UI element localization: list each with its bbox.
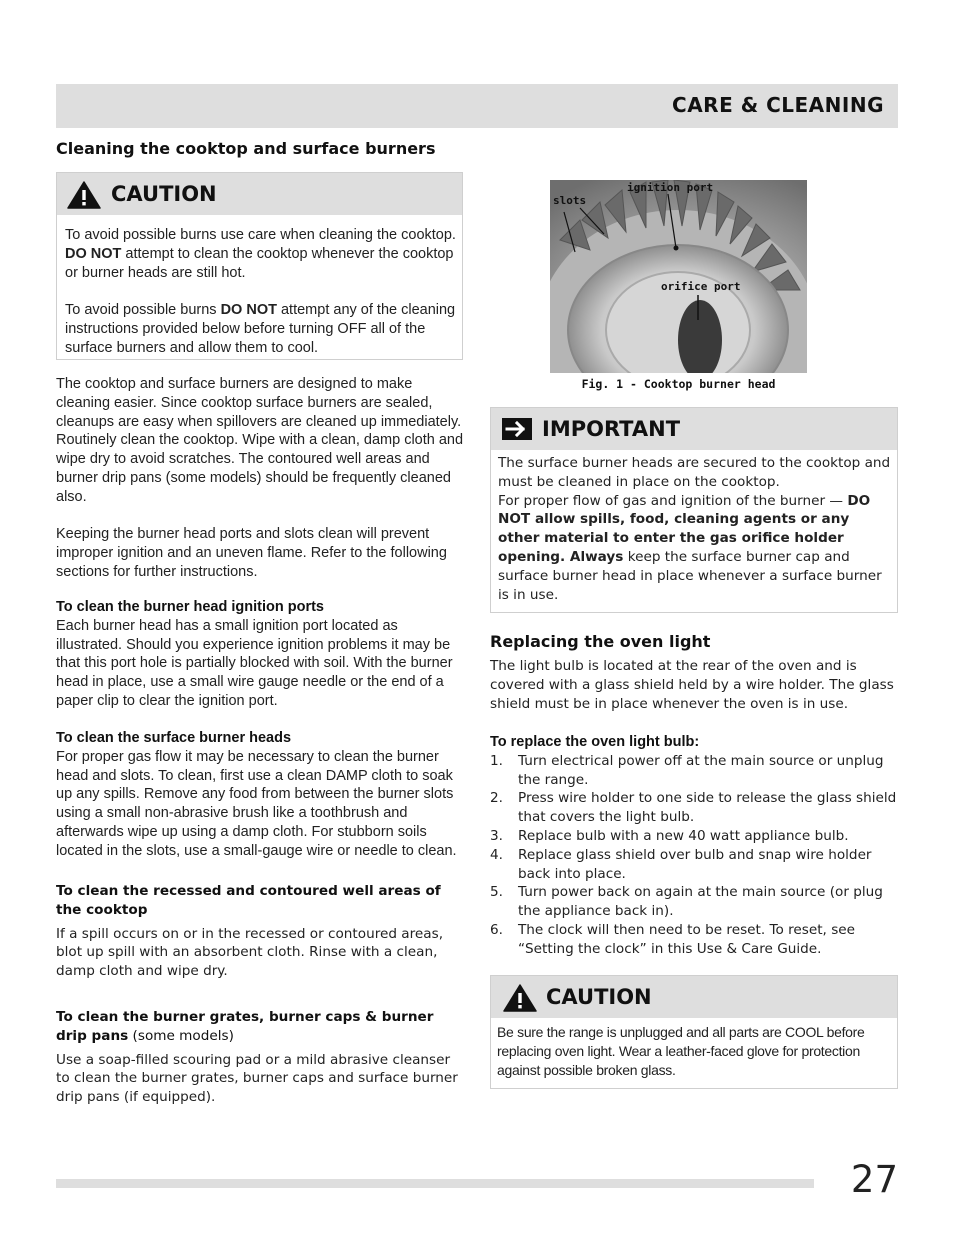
step-text: Press wire holder to one side to release the glass shield that covers the light bulb. bbox=[518, 790, 897, 826]
caution-box-2 bbox=[490, 975, 898, 1089]
important-paragraph bbox=[498, 492, 894, 605]
steps-title: To replace the oven light bulb: bbox=[490, 734, 700, 750]
text-run: attempt to clean the cooktop whenever the cooktop or burner heads are still hot. bbox=[65, 245, 454, 281]
caution-box bbox=[56, 172, 463, 360]
oven-light-title: Replacing the oven light bbox=[490, 632, 711, 651]
step-number: 2. bbox=[490, 790, 503, 807]
page-number: 27 bbox=[850, 1158, 898, 1201]
ignition-port-label: ignition port bbox=[627, 181, 714, 194]
subsection-title: To clean the surface burner heads bbox=[56, 730, 292, 746]
list-item bbox=[490, 827, 902, 846]
caution-header bbox=[491, 976, 897, 1018]
step-number: 1. bbox=[490, 752, 503, 769]
subsection-title bbox=[56, 1008, 464, 1046]
important-text bbox=[498, 454, 894, 604]
burner-head-figure bbox=[550, 180, 807, 373]
step-number: 5. bbox=[490, 884, 503, 901]
subsection-title: To clean the recessed and contoured well areas of the cooktop bbox=[56, 883, 441, 918]
caution-paragraph bbox=[65, 301, 457, 357]
step-text: Turn power back on again at the main source (or plug the appliance back in). bbox=[518, 884, 883, 920]
text-run: keep the surface burner cap and surface burner head in place whenever a surface burner is in use. bbox=[498, 548, 882, 603]
text-run: attempt any of the cleaning instructions provided below before turning OFF all of the surface burners and allow them to cool. bbox=[65, 302, 456, 356]
caution-header bbox=[57, 173, 462, 215]
step-text: Turn electrical power off at the main source or unplug the range. bbox=[518, 752, 884, 788]
oven-light-steps bbox=[490, 733, 902, 959]
text-run: To avoid possible burns bbox=[65, 302, 221, 319]
subsection-text: Use a soap-filled scouring pad or a mild abrasive cleanser to clean the burner grates, burner caps and surface burner drip pans (if equipped). bbox=[56, 1051, 458, 1106]
subsection-title-text: To clean the burner grates, burner caps & burner drip pans bbox=[56, 1009, 434, 1044]
intro-paragraph: The cooktop and surface burners are designed to make cleaning easier. Since cooktop surface burners are sealed, cleanups are easy when spillovers are cleaned up immediately. Routinely clean the cooktop. Wipe with a clean, damp cloth and wipe dry to avoid scratches. The contoured well areas and burner drip pans (some models) should be frequently cleaned also. bbox=[56, 376, 464, 505]
list-item bbox=[490, 752, 902, 790]
subsection-text: If a spill occurs on or in the recessed or contoured areas, blot up spill with an absorbent cloth. Rinse with a clean, damp cloth and wipe dry. bbox=[56, 925, 444, 980]
subsection-text: Each burner head has a small ignition port located as illustrated. Should you experience ignition problems it may be that this port hole is partially blocked with soil. With the burner head in place, use a small wire gauge needle or the end of a paper clip to clear the ignition port. bbox=[56, 617, 453, 709]
subsection-title: To clean the burner head ignition ports bbox=[56, 599, 324, 615]
orifice-port-label: orifice port bbox=[661, 280, 741, 293]
grates-section bbox=[56, 1008, 464, 1107]
important-title: IMPORTANT bbox=[542, 417, 681, 441]
list-item bbox=[490, 921, 902, 959]
bold-text: DO NOT bbox=[220, 302, 277, 319]
recessed-section bbox=[56, 882, 464, 981]
important-box bbox=[490, 407, 898, 613]
slots-label: slots bbox=[553, 194, 587, 207]
header-bar bbox=[56, 84, 898, 128]
step-number: 3. bbox=[490, 827, 503, 844]
heads-section bbox=[56, 729, 466, 861]
arrow-right-icon bbox=[502, 418, 532, 440]
section-title: Cleaning the cooktop and surface burners bbox=[56, 139, 436, 158]
figure-caption: Fig. 1 - Cooktop burner head bbox=[581, 377, 776, 391]
text-run: For proper flow of gas and ignition of the burner — bbox=[498, 492, 848, 509]
ignition-section bbox=[56, 598, 466, 711]
caution-text bbox=[65, 226, 457, 358]
page-section-title: CARE & CLEANING bbox=[672, 93, 884, 117]
caution-text: Be sure the range is unplugged and all parts are COOL before replacing oven light. Wear a leather-faced glove for protection against possible broken glass. bbox=[497, 1024, 865, 1078]
list-item bbox=[490, 883, 902, 921]
step-number: 4. bbox=[490, 846, 503, 863]
bold-text: DO NOT bbox=[65, 245, 122, 262]
subsection-text: For proper gas flow it may be necessary to clean the burner head and slots. To clean, first use a clean DAMP cloth to soak up any spills. Remove any food from between the burner slots using a small non-abrasive brush like a toothbrush and afterwards wipe up using a damp cloth. For stubborn soils located in the slots, use a small-gauge wire or needle to clean. bbox=[56, 748, 457, 859]
important-paragraph: The surface burner heads are secured to the cooktop and must be cleaned in place on the cooktop. bbox=[498, 455, 891, 490]
caution-paragraph bbox=[65, 226, 457, 282]
steps-list bbox=[490, 752, 902, 959]
step-text: Replace glass shield over bulb and snap wire holder back into place. bbox=[518, 846, 872, 882]
step-text: Replace bulb with a new 40 watt appliance bulb. bbox=[518, 827, 849, 844]
burner-head-image bbox=[550, 180, 807, 373]
warning-triangle-icon bbox=[67, 181, 101, 209]
important-header bbox=[491, 408, 897, 450]
text-run: To avoid possible burns use care when cleaning the cooktop. bbox=[65, 227, 456, 243]
subsection-title-suffix: (some models) bbox=[128, 1027, 234, 1044]
intro-paragraph-2: Keeping the burner head ports and slots clean will prevent improper ignition and an uneven flame. Refer to the following sections for further instructions. bbox=[56, 526, 447, 580]
oven-light-text: The light bulb is located at the rear of the oven and is covered with a glass shield held by a wire holder. The glass shield must be in place whenever the oven is in use. bbox=[490, 658, 894, 712]
list-item bbox=[490, 789, 902, 827]
bold-text: DO NOT allow spills, food, cleaning agents or any other material to enter the gas orifice holder opening. Always bbox=[498, 492, 871, 565]
caution-title: CAUTION bbox=[546, 985, 652, 1009]
footer-bar bbox=[56, 1179, 814, 1188]
caution-title: CAUTION bbox=[111, 182, 217, 206]
list-item bbox=[490, 846, 902, 884]
step-text: The clock will then need to be reset. To reset, see “Setting the clock” in this Use & Care Guide. bbox=[518, 921, 856, 957]
step-number: 6. bbox=[490, 921, 503, 938]
warning-triangle-icon bbox=[503, 984, 537, 1012]
